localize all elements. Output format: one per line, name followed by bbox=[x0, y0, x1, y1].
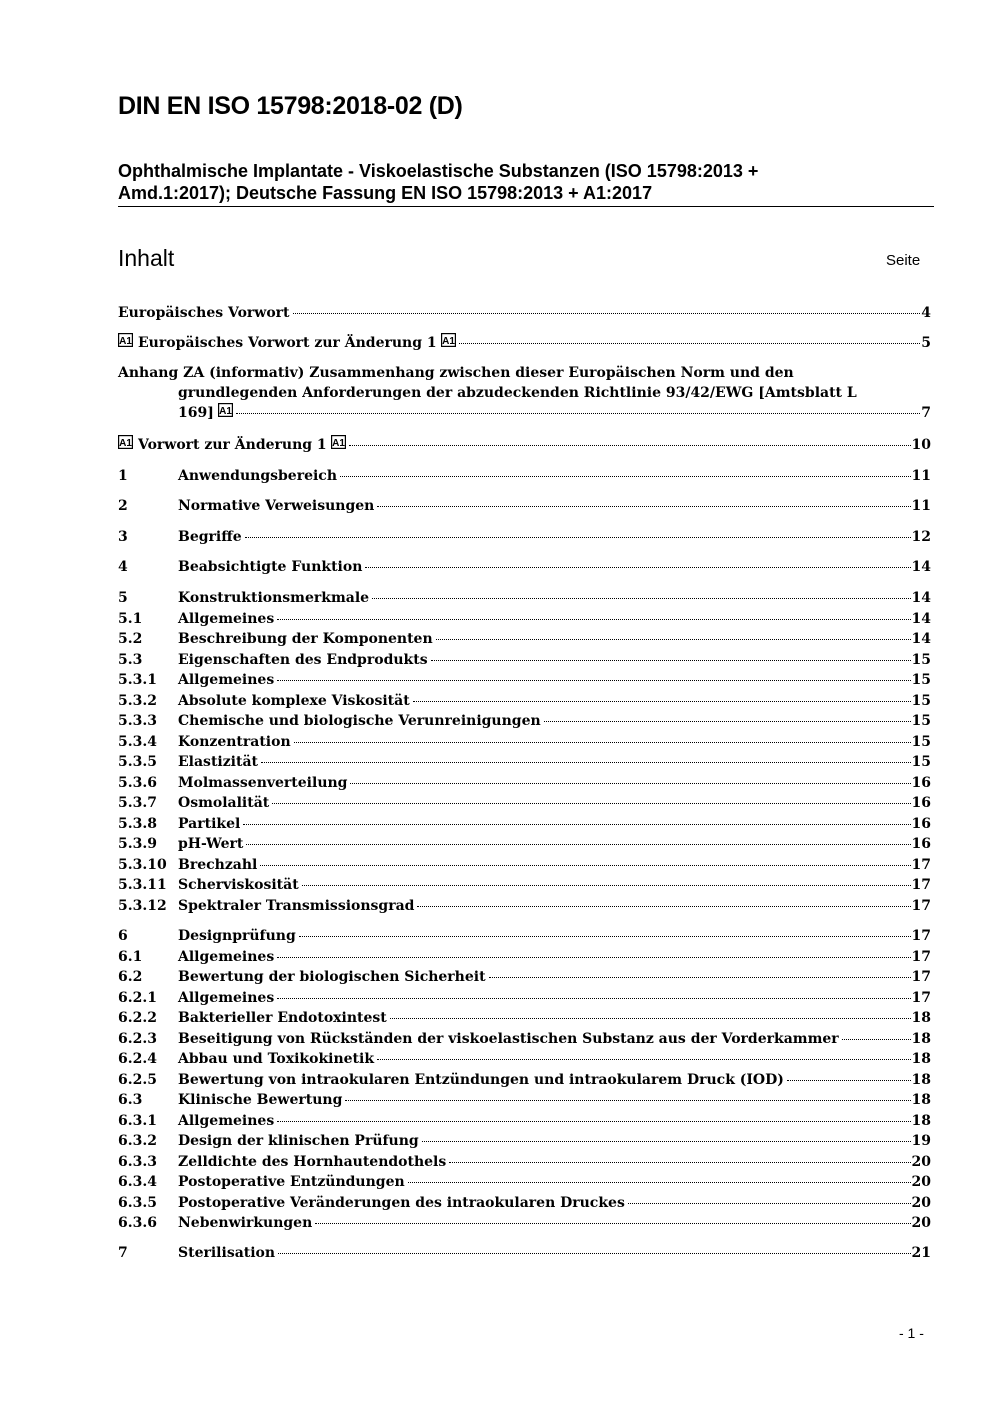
toc-entry-page: 17 bbox=[911, 928, 931, 944]
dot-leader bbox=[277, 619, 910, 620]
toc-entry-page: 11 bbox=[911, 498, 931, 514]
toc-entry-number: 5.3.4 bbox=[118, 733, 157, 750]
toc-entry-text: Europäisches Vorwort bbox=[118, 305, 290, 321]
toc-entry-page: 17 bbox=[911, 969, 931, 985]
toc-entry-section-5-3-3[interactable] bbox=[118, 711, 931, 732]
toc-entry-section-6-2-4[interactable] bbox=[118, 1049, 931, 1070]
toc-entry-number: 4 bbox=[118, 559, 128, 575]
toc-entry-page: 15 bbox=[911, 733, 931, 750]
dot-leader bbox=[302, 885, 911, 886]
toc-entry-page: 14 bbox=[911, 631, 931, 647]
toc-entry-text: Zelldichte des Hornhautendothels bbox=[178, 1153, 447, 1170]
toc-entry-section-5-3-4[interactable] bbox=[118, 732, 931, 753]
dot-leader bbox=[277, 680, 910, 681]
dot-leader bbox=[390, 1018, 911, 1019]
dot-leader bbox=[408, 1182, 911, 1183]
toc-entry-page: 18 bbox=[911, 1030, 931, 1047]
subtitle-line-2: Amd.1:2017); Deutsche Fassung EN ISO 15798:2013 + A1:2017 bbox=[118, 183, 653, 203]
toc-entry-number: 5.3.12 bbox=[118, 897, 167, 914]
toc-entry-text: Chemische und biologische Verunreinigungen bbox=[178, 713, 541, 729]
dot-leader bbox=[377, 506, 910, 507]
toc-entry-number: 5.2 bbox=[118, 631, 143, 647]
toc-entry-number: 7 bbox=[118, 1245, 128, 1261]
toc-entry-section-6-3-2[interactable] bbox=[118, 1131, 931, 1152]
toc-entry-number: 6 bbox=[118, 928, 128, 944]
toc-entry-page: 18 bbox=[911, 1010, 931, 1026]
dot-leader bbox=[246, 844, 910, 845]
dot-leader bbox=[272, 803, 910, 804]
toc-entry-section-6-2-1[interactable] bbox=[118, 988, 931, 1009]
toc-entry-section-3[interactable] bbox=[118, 527, 931, 547]
toc-entry-text: Molmassenverteilung bbox=[178, 774, 348, 791]
toc-entry-page: 5 bbox=[921, 335, 931, 351]
toc-entry-page: 20 bbox=[911, 1153, 931, 1170]
toc-entry-text: Eigenschaften des Endprodukts bbox=[178, 651, 428, 668]
dot-leader bbox=[260, 865, 910, 866]
toc-entry-page: 17 bbox=[911, 897, 931, 914]
dot-leader bbox=[842, 1039, 911, 1040]
toc-entry-page: 12 bbox=[911, 529, 931, 545]
toc-entry-section-6-2-3[interactable] bbox=[118, 1029, 931, 1050]
toc-entry-page: 17 bbox=[911, 856, 931, 873]
toc-entry-section-6-2-5[interactable] bbox=[118, 1070, 931, 1091]
toc-entry-text-line-3: 169] bbox=[178, 405, 214, 421]
dot-leader bbox=[315, 1223, 910, 1224]
toc-entry-page: 14 bbox=[911, 559, 931, 575]
dot-leader bbox=[294, 742, 911, 743]
dot-leader bbox=[377, 1059, 910, 1060]
toc-entry-section-5-3-12[interactable] bbox=[118, 896, 931, 917]
toc-entry-page: 18 bbox=[911, 1112, 931, 1129]
toc-entry-text: Allgemeines bbox=[178, 672, 275, 688]
toc-entry-section-6-2[interactable] bbox=[118, 967, 931, 988]
svg-text:A1: A1 bbox=[218, 406, 232, 417]
toc-entry-number: 5.3.11 bbox=[118, 877, 167, 893]
dot-leader bbox=[372, 598, 910, 599]
dot-leader bbox=[277, 998, 910, 999]
toc-entry-text: Bewertung der biologischen Sicherheit bbox=[178, 969, 486, 985]
document-subtitle bbox=[118, 160, 933, 204]
toc-entry-page: 15 bbox=[911, 692, 931, 709]
toc-entry-number: 2 bbox=[118, 498, 128, 514]
dot-leader bbox=[278, 1253, 910, 1254]
dot-leader bbox=[349, 445, 911, 446]
toc-entry-section-6[interactable] bbox=[118, 926, 931, 947]
toc-entry-section-5-3-5[interactable] bbox=[118, 752, 931, 773]
dot-leader bbox=[489, 977, 911, 978]
toc-entry-page: 17 bbox=[911, 989, 931, 1006]
toc-entry-text: Begriffe bbox=[178, 529, 242, 545]
toc-entry-text: Brechzahl bbox=[178, 856, 258, 873]
toc-entry-text-line-1: Anhang ZA (informativ) Zusammenhang zwischen dieser Europäischen Norm und den bbox=[118, 365, 794, 381]
toc-entry-text: Osmolalität bbox=[178, 795, 270, 811]
toc-entry-foreword-amendment[interactable] bbox=[118, 435, 931, 455]
dot-leader bbox=[422, 1141, 911, 1142]
toc-entry-page: 15 bbox=[911, 672, 931, 688]
dot-leader bbox=[340, 476, 911, 477]
toc-entry-number: 5.3.2 bbox=[118, 692, 157, 709]
dot-leader bbox=[277, 957, 910, 958]
toc-entry-page: 18 bbox=[911, 1071, 931, 1088]
toc-entry-text: Bakterieller Endotoxintest bbox=[178, 1010, 387, 1026]
toc-entry-text: Absolute komplexe Viskosität bbox=[178, 692, 410, 709]
toc-entry-text: Allgemeines bbox=[178, 948, 275, 965]
toc-entry-european-foreword[interactable] bbox=[118, 303, 931, 323]
toc-entry-page: 7 bbox=[921, 405, 931, 421]
toc-entry-section-6-1[interactable] bbox=[118, 947, 931, 968]
dot-leader bbox=[245, 537, 911, 538]
amendment-end-marker-icon bbox=[331, 435, 346, 449]
toc-entry-annex-za[interactable] bbox=[118, 363, 931, 423]
toc-entry-text: Vorwort zur Änderung 1 bbox=[138, 437, 327, 453]
dot-leader bbox=[431, 660, 911, 661]
toc-entry-text: Nebenwirkungen bbox=[178, 1215, 313, 1231]
toc-entry-text: Normative Verweisungen bbox=[178, 498, 375, 514]
svg-text:A1: A1 bbox=[441, 336, 455, 347]
toc-entry-section-1[interactable] bbox=[118, 466, 931, 486]
toc-entry-page: 16 bbox=[911, 774, 931, 791]
toc-entry-text: Allgemeines bbox=[178, 610, 275, 627]
dot-leader bbox=[236, 413, 920, 414]
toc-entry-number: 5.3.8 bbox=[118, 815, 157, 832]
toc-entry-section-5-3[interactable] bbox=[118, 650, 931, 671]
toc-entry-page: 14 bbox=[911, 590, 931, 606]
svg-text:A1: A1 bbox=[119, 438, 132, 449]
toc-entry-european-foreword-amendment[interactable] bbox=[118, 333, 931, 353]
dot-leader bbox=[243, 824, 910, 825]
toc-entry-text: Partikel bbox=[178, 815, 241, 832]
document-title: DIN EN ISO 15798:2018-02 (D) bbox=[118, 92, 463, 120]
toc-entry-text: Design der klinischen Prüfung bbox=[178, 1133, 419, 1149]
toc-entry-number: 5.3.7 bbox=[118, 795, 157, 811]
toc-entry-text: Konzentration bbox=[178, 733, 291, 750]
toc-entry-page: 14 bbox=[911, 610, 931, 627]
toc-entry-section-5-3-6[interactable] bbox=[118, 773, 931, 794]
toc-entry-text: Designprüfung bbox=[178, 928, 296, 944]
toc-entry-text: Allgemeines bbox=[178, 1112, 275, 1129]
toc-entry-page: 16 bbox=[911, 795, 931, 811]
toc-entry-page: 17 bbox=[911, 877, 931, 893]
toc-entry-page: 10 bbox=[911, 437, 931, 453]
toc-entry-text: Postoperative Entzündungen bbox=[178, 1174, 405, 1190]
toc-entry-number: 5.3.6 bbox=[118, 774, 157, 791]
header-rule bbox=[118, 206, 934, 207]
svg-text:A1: A1 bbox=[119, 336, 132, 347]
toc-entry-number: 6.1 bbox=[118, 948, 143, 965]
toc-entry-text: Beschreibung der Komponenten bbox=[178, 631, 433, 647]
toc-entry-page: 16 bbox=[911, 815, 931, 832]
toc-entry-page: 18 bbox=[911, 1092, 931, 1108]
toc-entry-text: Beabsichtigte Funktion bbox=[178, 559, 363, 575]
toc-entry-text: Elastizität bbox=[178, 754, 259, 770]
dot-leader bbox=[436, 639, 911, 640]
toc-entry-page: 15 bbox=[911, 754, 931, 770]
dot-leader bbox=[293, 313, 921, 314]
dot-leader bbox=[277, 1121, 910, 1122]
toc-entry-number: 5.3.5 bbox=[118, 754, 157, 770]
page-column-label: Seite bbox=[886, 252, 921, 269]
toc-entry-page: 16 bbox=[911, 836, 931, 852]
amendment-start-marker-icon bbox=[118, 435, 133, 449]
dot-leader bbox=[350, 783, 910, 784]
toc-entry-page: 15 bbox=[911, 713, 931, 729]
toc-entry-section-6-3[interactable] bbox=[118, 1090, 931, 1111]
toc-entry-text: Konstruktionsmerkmale bbox=[178, 590, 370, 606]
toc-entry-number: 5.3.3 bbox=[118, 713, 157, 729]
toc-entry-text: Bewertung von intraokularen Entzündungen und intraokularem Druck (IOD) bbox=[178, 1071, 784, 1088]
toc-entry-text: Allgemeines bbox=[178, 989, 275, 1006]
toc-entry-section-5-1[interactable] bbox=[118, 609, 931, 630]
toc-entry-number: 5.1 bbox=[118, 610, 143, 627]
toc-entry-text: Beseitigung von Rückständen der viskoelastischen Substanz aus der Vorderkammer bbox=[178, 1030, 839, 1047]
toc-entry-section-6-3-6[interactable] bbox=[118, 1213, 931, 1234]
toc-entry-number: 6.2.3 bbox=[118, 1030, 157, 1047]
toc-entry-page: 18 bbox=[911, 1051, 931, 1067]
toc-entry-number: 3 bbox=[118, 529, 128, 545]
toc-entry-section-4[interactable] bbox=[118, 557, 931, 577]
toc-entry-text: Postoperative Veränderungen des intraokularen Druckes bbox=[178, 1194, 625, 1211]
dot-leader bbox=[261, 762, 911, 763]
dot-leader bbox=[345, 1100, 910, 1101]
toc-entry-number: 5.3.10 bbox=[118, 856, 167, 873]
toc-entry-number: 6.3.5 bbox=[118, 1194, 157, 1211]
toc-entry-text: Sterilisation bbox=[178, 1245, 276, 1261]
toc-entry-page: 17 bbox=[911, 948, 931, 965]
toc-entry-page: 19 bbox=[911, 1133, 931, 1149]
dot-leader bbox=[449, 1162, 910, 1163]
toc-entry-text-line-2: grundlegenden Anforderungen der abzudeckenden Richtlinie 93/42/EWG [Amtsblatt L bbox=[178, 385, 857, 401]
toc-entry-number: 6.2.1 bbox=[118, 989, 157, 1006]
toc-entry-number: 6.2.4 bbox=[118, 1051, 157, 1067]
toc-entry-section-5-3-2[interactable] bbox=[118, 691, 931, 712]
toc-entry-number: 6.3.4 bbox=[118, 1174, 157, 1190]
toc-entry-number: 6.3.1 bbox=[118, 1112, 157, 1129]
toc-entry-number: 6.3.3 bbox=[118, 1153, 157, 1170]
toc-entry-text: Scherviskosität bbox=[178, 877, 299, 893]
page-number: - 1 - bbox=[899, 1325, 924, 1341]
toc-entry-section-5-3-1[interactable] bbox=[118, 670, 931, 691]
dot-leader bbox=[299, 936, 911, 937]
dot-leader bbox=[413, 701, 911, 702]
toc-entry-text: Spektraler Transmissionsgrad bbox=[178, 897, 415, 914]
contents-heading: Inhalt bbox=[118, 245, 175, 271]
toc-entry-number: 5.3 bbox=[118, 651, 143, 668]
toc-entry-text: Anwendungsbereich bbox=[178, 468, 337, 484]
toc-entry-section-7[interactable] bbox=[118, 1243, 931, 1263]
subtitle-line-1: Ophthalmische Implantate - Viskoelastische Substanzen (ISO 15798:2013 + bbox=[118, 161, 759, 181]
toc-entry-page: 21 bbox=[911, 1245, 931, 1261]
toc-entry-section-5[interactable] bbox=[118, 588, 931, 609]
toc-entry-page: 11 bbox=[911, 468, 931, 484]
toc-entry-number: 6.3.6 bbox=[118, 1215, 157, 1231]
toc-entry-section-5-2[interactable] bbox=[118, 629, 931, 650]
toc-entry-number: 6.2.5 bbox=[118, 1071, 157, 1088]
toc-entry-text: Europäisches Vorwort zur Änderung 1 bbox=[138, 335, 437, 351]
dot-leader bbox=[628, 1203, 911, 1204]
toc-entry-section-5-3-10[interactable] bbox=[118, 855, 931, 876]
dot-leader bbox=[365, 567, 910, 568]
toc-entry-number: 6.3.2 bbox=[118, 1133, 157, 1149]
dot-leader bbox=[544, 721, 911, 722]
toc-entry-section-5-3-9[interactable] bbox=[118, 834, 931, 855]
toc-entry-section-6-2-2[interactable] bbox=[118, 1008, 931, 1029]
toc-entry-number: 6.2.2 bbox=[118, 1010, 157, 1026]
toc-entry-number: 5.3.1 bbox=[118, 672, 157, 688]
amendment-end-marker-icon bbox=[218, 403, 233, 417]
toc-entry-section-6-3-1[interactable] bbox=[118, 1111, 931, 1132]
toc-entry-text: Klinische Bewertung bbox=[178, 1092, 343, 1108]
toc-entry-number: 6.2 bbox=[118, 969, 143, 985]
toc-entry-section-5-3-11[interactable] bbox=[118, 875, 931, 896]
toc-entry-text: Abbau und Toxikokinetik bbox=[178, 1051, 375, 1067]
toc-entry-text: pH-Wert bbox=[178, 836, 244, 852]
toc-entry-number: 6.3 bbox=[118, 1092, 143, 1108]
toc-entry-page: 20 bbox=[911, 1194, 931, 1211]
dot-leader bbox=[417, 906, 910, 907]
toc-entry-page: 20 bbox=[911, 1215, 931, 1231]
amendment-end-marker-icon bbox=[441, 333, 456, 347]
toc-entry-number: 5.3.9 bbox=[118, 836, 157, 852]
toc-entry-page: 4 bbox=[921, 305, 931, 321]
toc-entry-section-5-3-7[interactable] bbox=[118, 793, 931, 814]
toc-entry-number: 5 bbox=[118, 590, 128, 606]
toc-entry-section-2[interactable] bbox=[118, 496, 931, 516]
svg-text:A1: A1 bbox=[331, 438, 345, 449]
dot-leader bbox=[787, 1080, 911, 1081]
toc-entry-section-6-3-5[interactable] bbox=[118, 1193, 931, 1214]
dot-leader bbox=[459, 343, 921, 344]
toc-entry-section-6-3-4[interactable] bbox=[118, 1172, 931, 1193]
toc-entry-page: 15 bbox=[911, 651, 931, 668]
toc-entry-page: 20 bbox=[911, 1174, 931, 1190]
toc-entry-section-6-3-3[interactable] bbox=[118, 1152, 931, 1173]
toc-entry-section-5-3-8[interactable] bbox=[118, 814, 931, 835]
toc-entry-number: 1 bbox=[118, 468, 128, 484]
amendment-start-marker-icon bbox=[118, 333, 133, 347]
